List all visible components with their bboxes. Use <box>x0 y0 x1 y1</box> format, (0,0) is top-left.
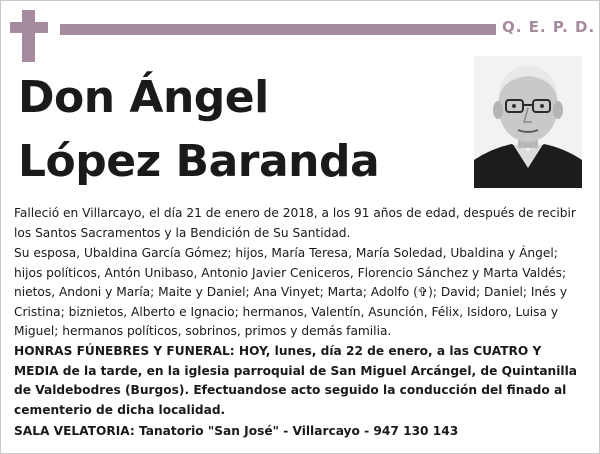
deceased-portrait-photo <box>474 56 582 188</box>
funeral-paragraph: HONRAS FÚNEBRES Y FUNERAL: HOY, lunes, día 22 de enero, a las CUATRO Y MEDIA de la tarde, en la iglesia parroquial de San Miguel Arcángel, de Quintanilla de Valdebodres (Burgos). Efectuandose acto seguido la conducción del finado al cementerio de dicha localidad. <box>14 344 577 417</box>
cross-icon-bar <box>10 22 48 33</box>
qepd-label: Q. E. P. D. <box>502 18 596 36</box>
header-rule <box>60 24 496 35</box>
cross-icon <box>22 10 35 62</box>
deceased-name-line1: Don Ángel <box>18 72 269 123</box>
wake-paragraph: SALA VELATORIA: Tanatorio "San José" - Villarcayo - 947 130 143 <box>14 424 459 438</box>
deceased-name-line2: López Baranda <box>18 136 380 187</box>
family-paragraph: Su esposa, Ubaldina García Gómez; hijos, María Teresa, María Soledad, Ubaldina y Ángel; hijos políticos, Antón Unibaso, Antonio Javier Ceniceros, Florencio Sánchez y Marta Valdés; nietos, Andoni y María; Maite y Daniel; Ana Vinyet; Marta; Adolfo (✞); David; Daniel; Inés y Cristina; biznietos, Alberto e Ignacio; hermanos, Valentín, Asunción, Félix, Isidoro, Luisa y Miguel; hermanos políticos, sobrinos, primos y demás familia. <box>14 246 568 338</box>
death-notice-paragraph: Falleció en Villarcayo, el día 21 de enero de 2018, a los 91 años de edad, después de recibir los Santos Sacramentos y la Bendición de Su Santidad. <box>14 206 576 240</box>
